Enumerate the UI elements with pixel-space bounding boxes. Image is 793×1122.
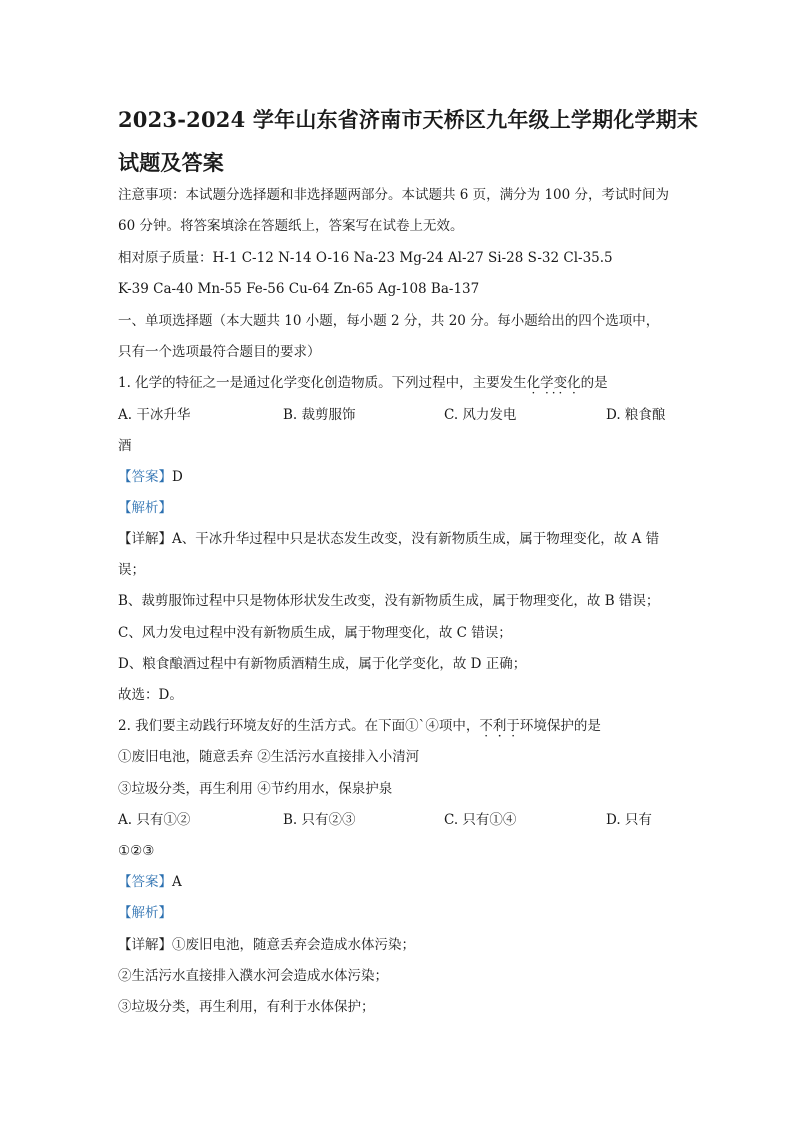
detail-tag: 【详解】: [118, 531, 172, 547]
section-heading-line-2: 只有一个选项最符合题目的要求）: [118, 344, 321, 360]
question-2-option-d-wrap: ①②③: [118, 843, 155, 859]
emphasis-char: 化: [567, 375, 581, 391]
question-2-option-b: B. 只有②③: [283, 812, 356, 828]
question-2-stem-prefix: 2. 我们要主动践行环境友好的生活方式。在下面①`④项中，: [118, 718, 480, 734]
question-2-detail-1: [118, 936, 415, 954]
document-title-line-2: 试题及答案: [118, 150, 224, 175]
question-1-conclusion: 故选：D。: [118, 687, 183, 703]
emphasis-char: 变: [553, 375, 568, 391]
detail-text: ①废旧电池，随意丢弃会造成水体污染；: [172, 937, 415, 953]
question-2-option-d: D. 只有: [606, 812, 652, 828]
question-2-analysis-tag: 【解析】: [118, 905, 172, 921]
question-1-stem-suffix: 的是: [580, 375, 608, 391]
question-1-detail-d: D、粮食酿酒过程中有新物质酒精生成，属于化学变化，故 D 正确；: [118, 656, 527, 672]
question-2-detail-3: ③垃圾分类，再生利用，有利于水体保护；: [118, 999, 375, 1015]
question-2-option-a: A. 只有①②: [118, 812, 191, 828]
notice-line-2: 60 分钟。将答案填涂在答题纸上，答案写在试卷上无效。: [118, 218, 464, 234]
question-1-stem: [118, 374, 608, 392]
emphasis-text: [479, 717, 520, 735]
emphasis-text: [527, 374, 581, 392]
question-1-detail-a: [118, 530, 659, 548]
notice-line-1: 注意事项：本试题分选择题和非选择题两部分。本试题共 6 页，满分为 100 分，考试时间为: [118, 187, 670, 203]
question-2-items-1-2: ①废旧电池，随意丢弃 ②生活污水直接排入小清河: [118, 749, 420, 765]
atomic-mass-line-2: K-39 Ca-40 Mn-55 Fe-56 Cu-64 Zn-65 Ag-108 Ba-137: [118, 281, 480, 297]
question-2-items-3-4: ③垃圾分类，再生利用 ④节约用水，保泉护泉: [118, 781, 393, 797]
question-1-option-c: C. 风力发电: [444, 407, 517, 423]
question-1-option-d: D. 粮食酿: [606, 407, 666, 423]
question-1-stem-emphasis: [527, 375, 581, 391]
emphasis-char: 不: [479, 718, 493, 734]
emphasis-char: 于: [506, 718, 520, 734]
emphasis-char: 利: [492, 718, 507, 734]
question-2-detail-2: ②生活污水直接排入濮水河会造成水体污染；: [118, 968, 388, 984]
question-1-option-d-wrap: 酒: [118, 438, 132, 454]
answer-value: A: [172, 874, 182, 890]
question-1-detail-a-wrap: 误；: [118, 562, 145, 578]
question-2-stem-emphasis: [479, 718, 520, 734]
question-2-stem: [118, 717, 601, 735]
answer-tag: 【答案】: [118, 469, 172, 485]
question-2-answer: [118, 873, 182, 891]
emphasis-char: 化: [526, 375, 541, 391]
answer-value: D: [172, 469, 183, 485]
question-1-stem-prefix: 1. 化学的特征之一是通过化学变化创造物质。下列过程中，主要发生: [118, 375, 527, 391]
question-1-option-a: A. 干冰升华: [118, 407, 191, 423]
answer-tag: 【答案】: [118, 874, 172, 890]
atomic-mass-line-1: 相对原子质量：H-1 C-12 N-14 O-16 Na-23 Mg-24 Al-27 Si-28 S-32 Cl-35.5: [118, 250, 613, 266]
question-1-option-b: B. 裁剪服饰: [283, 407, 356, 423]
detail-tag: 【详解】: [118, 937, 172, 953]
section-heading-line-1: 一、单项选择题（本大题共 10 小题，每小题 2 分，共 20 分。每小题给出的四个选项中，: [118, 313, 660, 329]
question-1-analysis-tag: 【解析】: [118, 500, 172, 516]
question-2-option-c: C. 只有①④: [444, 812, 517, 828]
emphasis-char: 学: [540, 375, 554, 391]
document-title-line-1: 2023-2024 学年山东省济南市天桥区九年级上学期化学期末: [118, 107, 699, 132]
question-2-stem-suffix: 环境保护的是: [519, 718, 601, 734]
question-1-detail-b: B、裁剪服饰过程中只是物体形状发生改变，没有新物质生成，属于物理变化，故 B 错误；: [118, 593, 660, 609]
question-1-detail-c: C、风力发电过程中没有新物质生成，属于物理变化，故 C 错误；: [118, 625, 512, 641]
question-1-answer: [118, 468, 183, 486]
detail-text: A、干冰升华过程中只是状态发生改变，没有新物质生成，属于物理变化，故 A 错: [172, 531, 660, 547]
